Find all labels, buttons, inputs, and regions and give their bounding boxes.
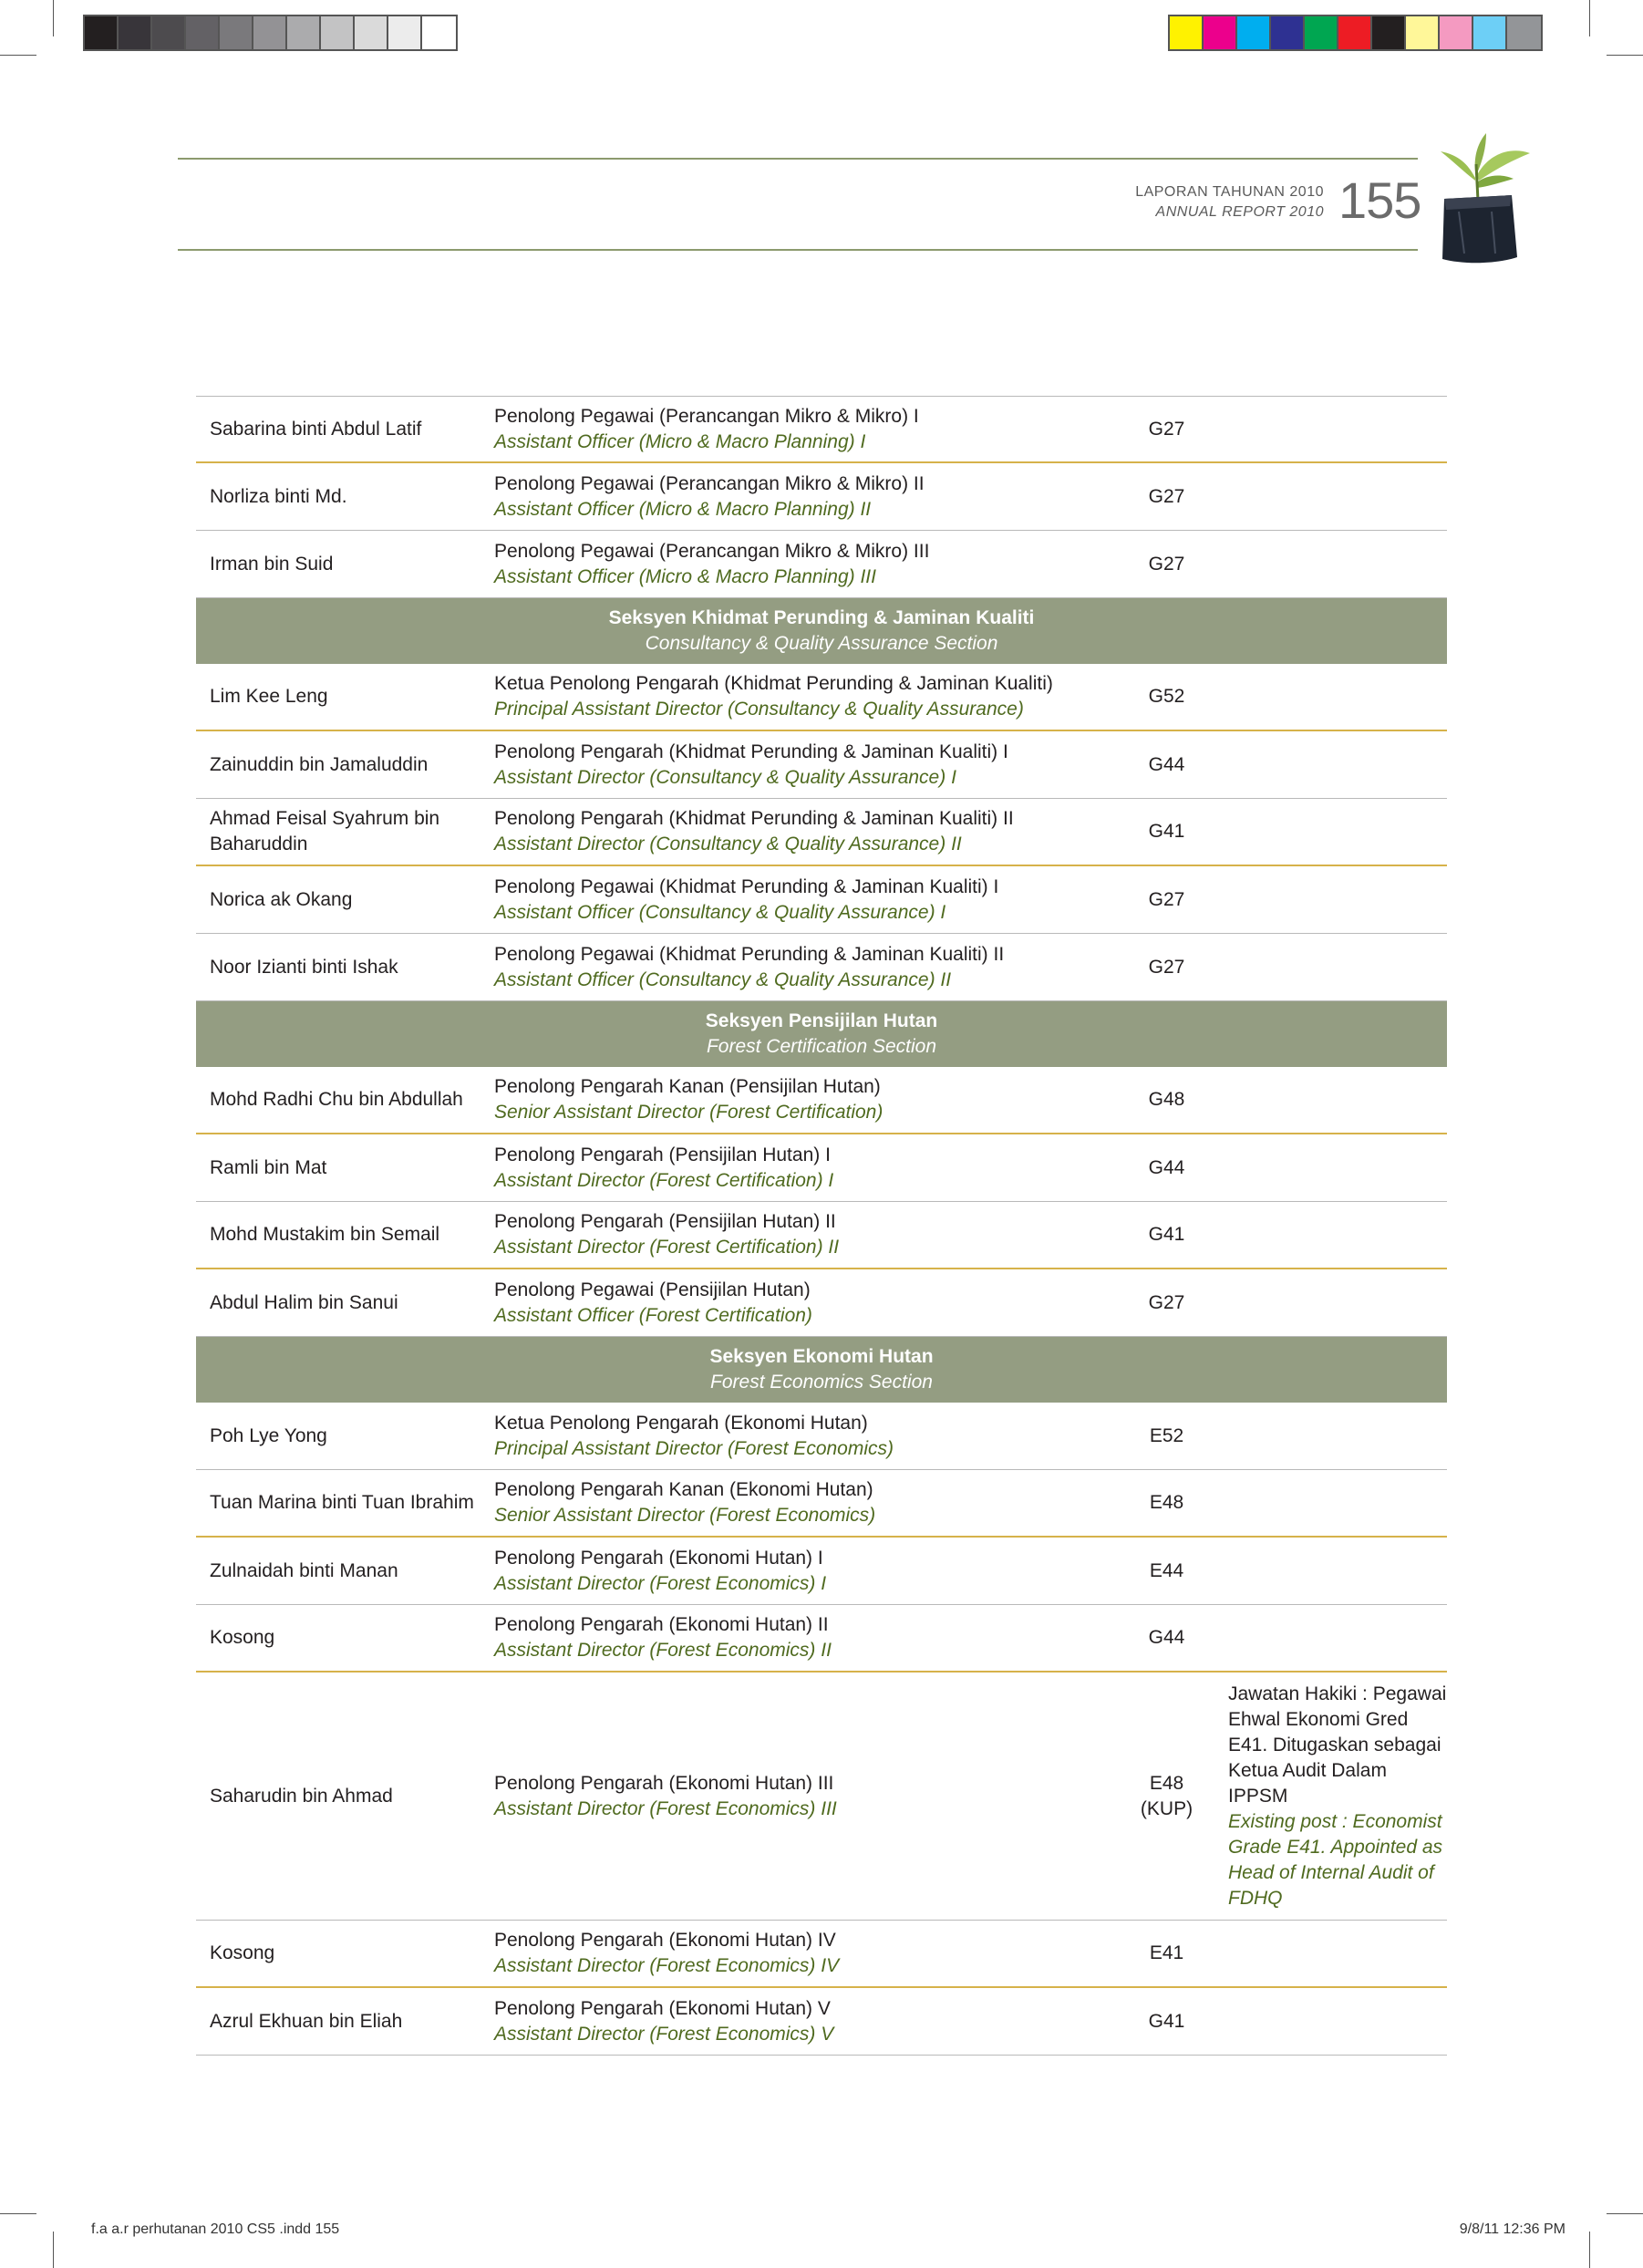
table-row [196, 664, 1447, 731]
table-row [196, 1673, 1447, 1921]
staff-name: Azrul Ekhuan bin Eliah [210, 2010, 403, 2032]
grade-cell [1123, 1625, 1210, 1651]
position-cell [494, 404, 1123, 455]
grade: E48 [1149, 1772, 1184, 1794]
process-color-swatch [1507, 16, 1541, 49]
position-cell [494, 1546, 1123, 1597]
grade-cell [1123, 887, 1210, 913]
crop-mark [1607, 2213, 1643, 2214]
grade: E44 [1149, 1559, 1184, 1581]
process-color-swatch [1271, 16, 1305, 49]
section-title-ms: Seksyen Pensijilan Hutan [705, 1010, 938, 1031]
staff-name: Tuan Marina binti Tuan Ibrahim [210, 1492, 474, 1513]
staff-name: Mohd Radhi Chu bin Abdullah [210, 1089, 463, 1110]
position-cell [494, 1928, 1123, 1979]
table-row [196, 1988, 1447, 2056]
table-row [196, 1605, 1447, 1673]
position-cell [494, 740, 1123, 791]
staff-name: Zainuddin bin Jamaluddin [210, 753, 429, 775]
position-en: Assistant Director (Forest Certification) I [494, 1169, 834, 1191]
position-cell [494, 671, 1123, 722]
process-color-swatch [1204, 16, 1237, 49]
position-en: Assistant Officer (Consultancy & Quality Assurance) II [494, 968, 952, 990]
position-cell [494, 806, 1123, 857]
table-row [196, 866, 1447, 934]
staff-table [196, 396, 1447, 2056]
table-row [196, 531, 1447, 598]
greyscale-swatch [85, 16, 119, 49]
position-en: Assistant Officer (Micro & Macro Planning) I [494, 430, 866, 452]
report-title-en: ANNUAL REPORT 2010 [1155, 204, 1324, 220]
position-cell [494, 1411, 1123, 1462]
process-color-swatch [1338, 16, 1372, 49]
table-row [196, 1202, 1447, 1269]
staff-name: Norliza binti Md. [210, 485, 347, 507]
staff-name: Kosong [210, 1627, 275, 1648]
position-en: Assistant Director (Forest Economics) III [494, 1797, 837, 1819]
staff-name: Saharudin bin Ahmad [210, 1785, 393, 1807]
greyscale-swatch [253, 16, 287, 49]
grade-cell [1123, 1087, 1210, 1113]
grade: E52 [1149, 1424, 1184, 1446]
position-cell [494, 1074, 1123, 1125]
header-rule-bottom [178, 249, 1418, 251]
table-row [196, 1067, 1447, 1134]
grade-cell [1123, 819, 1210, 844]
position-en: Assistant Director (Consultancy & Quality Assurance) I [494, 766, 956, 788]
position-cell [494, 942, 1123, 993]
greyscale-swatch [220, 16, 253, 49]
crop-mark [1589, 0, 1590, 36]
position-ms: Penolong Pengarah (Pensijilan Hutan) II [494, 1211, 836, 1232]
table-row [196, 1134, 1447, 1202]
position-cell [494, 471, 1123, 523]
staff-name: Abdul Halim bin Sanui [210, 1291, 398, 1313]
position-en: Assistant Director (Forest Economics) I [494, 1572, 827, 1594]
header-rule-top [178, 158, 1418, 160]
staff-name: Lim Kee Leng [210, 686, 328, 707]
grade: G27 [1148, 553, 1185, 575]
position-ms: Penolong Pengarah (Khidmat Perunding & Jaminan Kualiti) I [494, 740, 1008, 762]
position-en: Principal Assistant Director (Consultancy & Quality Assurance) [494, 699, 1024, 720]
section-title-en: Consultancy & Quality Assurance Section [645, 633, 998, 654]
staff-name: Ramli bin Mat [210, 1156, 327, 1178]
grade-cell [1123, 1290, 1210, 1316]
table-row [196, 396, 1447, 463]
crop-mark [0, 55, 36, 56]
process-color-swatch [1372, 16, 1406, 49]
position-ms: Penolong Pegawai (Khidmat Perunding & Jaminan Kualiti) I [494, 875, 999, 897]
process-color-swatch [1473, 16, 1507, 49]
greyscale-swatch [388, 16, 422, 49]
grade: E48 [1149, 1492, 1184, 1513]
grade-cell [1123, 1490, 1210, 1516]
footer-date-time: 9/8/11 12:36 PM [1459, 2221, 1566, 2237]
position-ms: Ketua Penolong Pengarah (Khidmat Perunding & Jaminan Kualiti) [494, 673, 1053, 694]
position-cell [494, 1278, 1123, 1329]
process-color-registration-bar [1168, 15, 1543, 51]
greyscale-registration-bar [83, 15, 458, 51]
position-en: Assistant Director (Forest Economics) II [494, 1640, 832, 1661]
grade-cell [1123, 1222, 1210, 1248]
position-ms: Penolong Pegawai (Perancangan Mikro & Mikro) I [494, 405, 919, 427]
position-ms: Penolong Pengarah Kanan (Ekonomi Hutan) [494, 1479, 873, 1500]
staff-name: Irman bin Suid [210, 553, 334, 575]
position-ms: Penolong Pengarah (Ekonomi Hutan) II [494, 1614, 829, 1635]
table-row [196, 934, 1447, 1001]
position-en: Assistant Officer (Micro & Macro Planning) II [494, 498, 872, 520]
staff-name: Zulnaidah binti Manan [210, 1559, 398, 1581]
crop-mark [53, 0, 54, 36]
report-title-ms: LAPORAN TAHUNAN 2010 [1135, 184, 1324, 200]
greyscale-swatch [422, 16, 456, 49]
process-color-swatch [1170, 16, 1204, 49]
greyscale-swatch [152, 16, 186, 49]
position-ms: Penolong Pengarah (Ekonomi Hutan) III [494, 1772, 834, 1794]
section-header [196, 598, 1447, 664]
position-en: Assistant Director (Forest Economics) IV [494, 1955, 840, 1976]
seedling-icon [1422, 128, 1532, 264]
remarks-en: Existing post : Economist Grade E41. Appointed as Head of Internal Audit of FDHQ [1228, 1810, 1443, 1909]
grade-cell [1123, 752, 1210, 778]
grade-cell [1123, 1559, 1210, 1584]
remarks-ms: Jawatan Hakiki : Pegawai Ehwal Ekonomi Gred E41. Ditugaskan sebagai Ketua Audit Dalam IPPSM [1228, 1683, 1447, 1807]
staff-name: Sabarina binti Abdul Latif [210, 418, 422, 440]
grade: G27 [1148, 1291, 1185, 1313]
grade-cell [1123, 684, 1210, 709]
grade-cell [1123, 1155, 1210, 1181]
grade: E41 [1149, 1942, 1184, 1963]
grade: G44 [1148, 1627, 1185, 1648]
crop-mark [0, 2213, 36, 2214]
grade-cell [1123, 417, 1210, 442]
staff-name: Mohd Mustakim bin Semail [210, 1224, 440, 1245]
greyscale-swatch [287, 16, 321, 49]
position-cell [494, 1996, 1123, 2047]
grade: G27 [1148, 956, 1185, 978]
table-row [196, 1538, 1447, 1605]
position-ms: Penolong Pengarah (Pensijilan Hutan) I [494, 1144, 831, 1165]
crop-mark [1607, 55, 1643, 56]
grade-cell [1123, 552, 1210, 577]
grade-cell [1123, 484, 1210, 510]
position-ms: Penolong Pegawai (Perancangan Mikro & Mikro) III [494, 540, 930, 562]
grade: G52 [1148, 686, 1185, 707]
running-header [1135, 182, 1324, 223]
position-en: Assistant Officer (Consultancy & Quality Assurance) I [494, 901, 946, 923]
section-title-en: Forest Economics Section [710, 1372, 933, 1393]
grade-cell [1123, 955, 1210, 980]
grade-cell [1123, 2009, 1210, 2035]
page-number: 155 [1338, 171, 1421, 229]
crop-mark [53, 2232, 54, 2268]
section-header [196, 1001, 1447, 1067]
greyscale-swatch [186, 16, 220, 49]
position-cell [494, 1209, 1123, 1260]
grade: G27 [1148, 888, 1185, 910]
staff-name: Norica ak Okang [210, 888, 353, 910]
position-ms: Penolong Pengarah (Ekonomi Hutan) V [494, 1997, 831, 2019]
greyscale-swatch [321, 16, 355, 49]
position-ms: Penolong Pegawai (Khidmat Perunding & Jaminan Kualiti) II [494, 943, 1005, 965]
position-ms: Penolong Pengarah (Ekonomi Hutan) IV [494, 1930, 836, 1951]
section-header [196, 1337, 1447, 1403]
staff-name: Poh Lye Yong [210, 1424, 327, 1446]
staff-name: Kosong [210, 1942, 275, 1963]
grade: G48 [1148, 1089, 1185, 1110]
position-en: Assistant Director (Forest Economics) V [494, 2023, 834, 2045]
position-en: Assistant Director (Consultancy & Quality Assurance) II [494, 834, 962, 854]
section-title-ms: Seksyen Khidmat Perunding & Jaminan Kualiti [608, 607, 1035, 628]
position-cell [494, 1477, 1123, 1528]
grade: G27 [1148, 485, 1185, 507]
table-row [196, 1470, 1447, 1538]
position-ms: Ketua Penolong Pengarah (Ekonomi Hutan) [494, 1412, 868, 1434]
position-cell [494, 1612, 1123, 1663]
position-en: Principal Assistant Director (Forest Economics) [494, 1437, 894, 1459]
grade: G44 [1148, 753, 1185, 775]
grade: G41 [1148, 821, 1185, 842]
position-cell [494, 1143, 1123, 1194]
position-ms: Penolong Pengarah (Ekonomi Hutan) I [494, 1547, 823, 1569]
process-color-swatch [1305, 16, 1338, 49]
position-en: Senior Assistant Director (Forest Economics) [494, 1505, 876, 1526]
position-en: Senior Assistant Director (Forest Certification) [494, 1102, 884, 1123]
position-cell [494, 539, 1123, 590]
staff-name: Ahmad Feisal Syahrum bin Baharuddin [210, 808, 440, 854]
position-ms: Penolong Pegawai (Pensijilan Hutan) [494, 1279, 811, 1300]
position-en: Assistant Officer (Forest Certification) [494, 1304, 812, 1326]
grade: G41 [1148, 1224, 1185, 1245]
table-row [196, 1403, 1447, 1470]
position-cell [494, 875, 1123, 926]
process-color-swatch [1237, 16, 1271, 49]
grade-note: (KUP) [1140, 1797, 1194, 1819]
grade-cell [1123, 1771, 1210, 1822]
crop-mark [1589, 2232, 1590, 2268]
process-color-swatch [1406, 16, 1440, 49]
position-en: Assistant Officer (Micro & Macro Planning) III [494, 565, 876, 587]
position-ms: Penolong Pengarah Kanan (Pensijilan Hutan) [494, 1076, 881, 1097]
table-row [196, 799, 1447, 866]
greyscale-swatch [119, 16, 152, 49]
section-title-ms: Seksyen Ekonomi Hutan [709, 1346, 934, 1367]
table-row [196, 463, 1447, 531]
table-row [196, 1921, 1447, 1988]
position-ms: Penolong Pegawai (Perancangan Mikro & Mikro) II [494, 472, 925, 494]
grade: G41 [1148, 2010, 1185, 2032]
process-color-swatch [1440, 16, 1473, 49]
position-cell [494, 1771, 1123, 1822]
position-en: Assistant Director (Forest Certification) II [494, 1237, 840, 1258]
table-row [196, 731, 1447, 799]
greyscale-swatch [355, 16, 388, 49]
table-row [196, 1269, 1447, 1337]
remarks-cell [1210, 1682, 1447, 1911]
position-ms: Penolong Pengarah (Khidmat Perunding & Jaminan Kualiti) II [494, 808, 1014, 829]
grade-cell [1123, 1424, 1210, 1449]
staff-name: Noor Izianti binti Ishak [210, 956, 398, 978]
grade: G27 [1148, 418, 1185, 440]
grade-cell [1123, 1941, 1210, 1966]
footer-file-name: f.a a.r perhutanan 2010 CS5 .indd 155 [91, 2221, 340, 2237]
grade: G44 [1148, 1156, 1185, 1178]
section-title-en: Forest Certification Section [706, 1036, 937, 1057]
